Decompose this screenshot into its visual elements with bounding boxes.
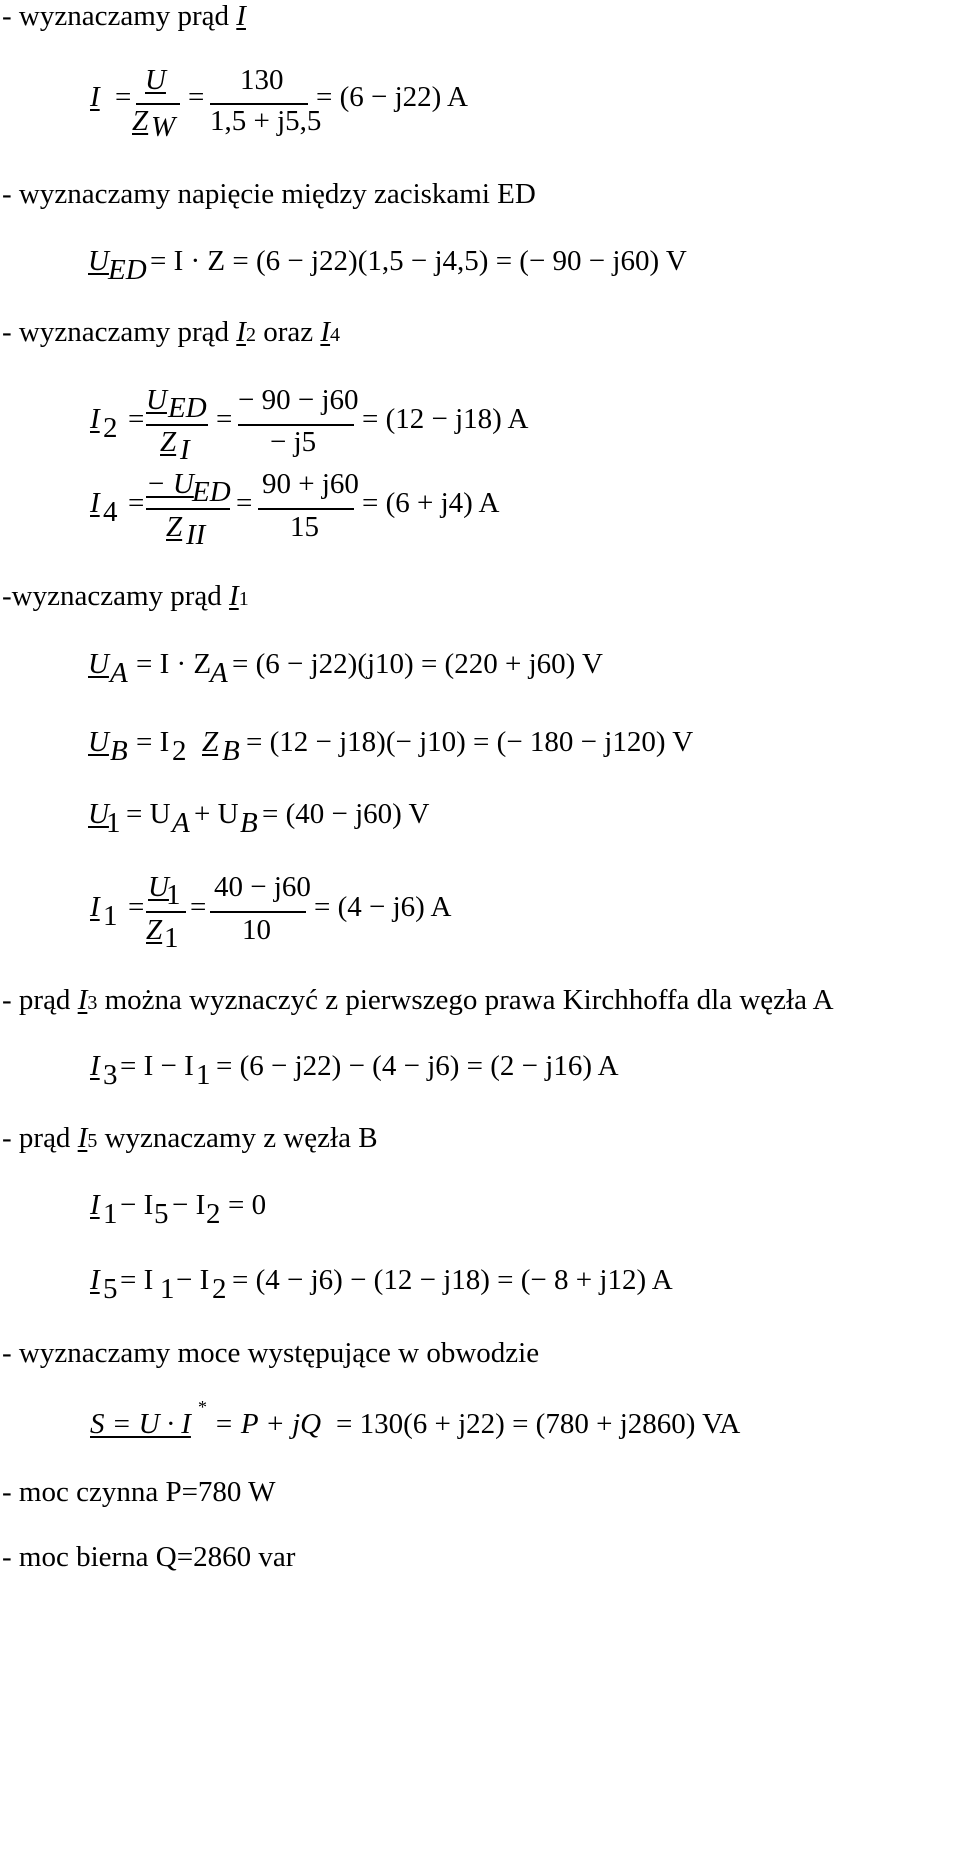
eq-numerator: U (148, 871, 169, 903)
section-heading (2, 1339, 539, 1368)
heading-subscript: 5 (87, 1130, 98, 1152)
eq-numerator: U (146, 384, 167, 416)
eq-rhs: = I (120, 1264, 154, 1296)
heading-text: -wyznaczamy prąd (2, 580, 230, 612)
heading-subscript: 1 (238, 588, 249, 610)
eq-result: = (12 − j18) A (362, 403, 529, 435)
eq-numerator: 90 + j60 (262, 468, 359, 500)
eq-denominator: Z (160, 426, 177, 458)
eq-rhs: = U (126, 798, 171, 830)
eq-sign: = (236, 487, 253, 519)
heading-text: - moc czynna P=780 W (2, 1476, 276, 1508)
eq-subscript: ED (192, 476, 231, 508)
eq-lhs: I (90, 487, 100, 519)
eq-result: = (6 − j22) − (4 − j6) = (2 − j16) A (216, 1050, 619, 1082)
eq-sign: = (115, 81, 132, 113)
eq-denominator: 10 (242, 914, 271, 946)
fraction-bar (146, 508, 230, 510)
heading-text: oraz (255, 316, 321, 348)
eq-subscript: B (110, 735, 128, 767)
eq-subscript: 4 (103, 496, 118, 528)
eq-rhs: − I (176, 1264, 210, 1296)
eq-rhs: − I (120, 1189, 154, 1221)
heading-subscript: 3 (87, 992, 98, 1014)
eq-rhs: = I (136, 726, 170, 758)
section-heading (2, 582, 249, 611)
eq-subscript: B (240, 807, 258, 839)
eq-rhs: + U (194, 798, 239, 830)
eq-numerator: − U (146, 468, 194, 500)
eq-subscript: 2 (212, 1273, 227, 1305)
eq-result: = (6 − j22) A (316, 81, 468, 113)
eq-numerator: U (145, 64, 166, 96)
eq-subscript: 3 (103, 1059, 118, 1091)
eq-sign: = (216, 403, 233, 435)
heading-text: - prąd (2, 1122, 78, 1154)
eq-subscript: 2 (103, 412, 118, 444)
eq-denominator: Z (166, 511, 183, 543)
eq-sign: = (188, 81, 205, 113)
eq-subscript: 1 (166, 879, 181, 911)
eq-lhs: U (88, 648, 109, 680)
eq-subscript: II (186, 519, 206, 551)
eq-rhs: = I · Z = (6 − j22)(1,5 − j4,5) = (− 90 − j60) V (150, 245, 687, 277)
section-heading (2, 1543, 295, 1572)
eq-lhs: U (88, 245, 109, 277)
eq-numerator: − 90 − j60 (238, 384, 359, 416)
eq-subscript: 1 (103, 900, 118, 932)
eq-result: = (4 − j6) A (314, 891, 452, 923)
eq-lhs: I (90, 81, 100, 113)
heading-text: - wyznaczamy moce występujące w obwodzie (2, 1337, 540, 1369)
eq-subscript: 2 (206, 1198, 221, 1230)
heading-variable: I (236, 0, 246, 32)
eq-sign: = (128, 403, 145, 435)
heading-variable: I (77, 1122, 88, 1154)
eq-denominator: 15 (290, 511, 319, 543)
eq-subscript: A (210, 657, 228, 689)
heading-variable: I (77, 984, 88, 1016)
eq-sign: = (128, 891, 145, 923)
eq-lhs: I (90, 891, 100, 923)
fraction-bar (146, 424, 208, 426)
section-heading (2, 986, 834, 1015)
eq-rhs: = P + jQ (214, 1408, 322, 1440)
section-heading (2, 2, 246, 31)
eq-rhs: = I · Z (136, 648, 212, 680)
section-heading (2, 318, 340, 347)
eq-lhs: I (90, 1050, 100, 1082)
eq-subscript: ED (108, 254, 147, 286)
heading-text: można wyznaczyć z pierwszego prawa Kirchhoffa dla węzła A (97, 984, 834, 1016)
eq-sign: = (190, 891, 207, 923)
heading-subscript: 4 (330, 324, 341, 346)
fraction-bar (210, 911, 306, 913)
eq-subscript: 1 (103, 1198, 118, 1230)
eq-subscript: 2 (172, 735, 187, 767)
eq-subscript: 5 (154, 1198, 169, 1230)
section-heading (2, 180, 536, 209)
eq-subscript: A (110, 657, 128, 689)
eq-lhs: I (90, 1264, 100, 1296)
eq-subscript: 1 (106, 807, 121, 839)
eq-lhs: I (90, 403, 100, 435)
heading-text: - moc bierna Q=2860 var (2, 1541, 296, 1573)
eq-subscript: B (222, 735, 240, 767)
eq-subscript: A (172, 807, 190, 839)
eq-result: = (40 − j60) V (262, 798, 430, 830)
heading-variable: I (320, 316, 331, 348)
eq-lhs: U (88, 726, 109, 758)
eq-subscript: 1 (160, 1273, 175, 1305)
heading-variable: I (236, 316, 246, 348)
eq-numerator: 130 (240, 64, 284, 96)
eq-rhs: − I (172, 1189, 206, 1221)
eq-denominator: Z (132, 105, 149, 137)
heading-text: - wyznaczamy prąd (2, 316, 237, 348)
fraction-bar (258, 508, 354, 510)
eq-rhs: = I − I (120, 1050, 194, 1082)
eq-lhs: U (88, 798, 109, 830)
heading-text: - prąd (2, 984, 78, 1016)
eq-result: = (4 − j6) − (12 − j18) = (− 8 + j12) A (232, 1264, 673, 1296)
heading-text: - wyznaczamy prąd (2, 0, 237, 32)
eq-subscript: 1 (164, 922, 179, 954)
eq-lhs: S = U · I (90, 1408, 191, 1440)
eq-subscript: 5 (103, 1273, 118, 1305)
eq-result: = 0 (228, 1189, 267, 1221)
eq-subscript: ED (168, 392, 207, 424)
heading-text: - wyznaczamy napięcie między zaciskami ED (2, 178, 536, 210)
eq-result: = (6 − j22)(j10) = (220 + j60) V (232, 648, 603, 680)
eq-result: = (12 − j18)(− j10) = (− 180 − j120) V (246, 726, 694, 758)
eq-sign: = (128, 487, 145, 519)
eq-result: = 130(6 + j22) = (780 + j2860) VA (336, 1408, 741, 1440)
eq-denominator: Z (146, 914, 163, 946)
heading-subscript: 2 (245, 324, 256, 346)
eq-subscript: I (180, 434, 190, 466)
eq-numerator: 40 − j60 (214, 871, 311, 903)
heading-text: wyznaczamy z węzła B (97, 1122, 378, 1154)
eq-subscript: W (151, 111, 176, 143)
heading-variable: I (229, 580, 239, 612)
eq-lhs: I (90, 1189, 100, 1221)
section-heading (2, 1124, 378, 1153)
section-heading (2, 1478, 276, 1507)
eq-denominator: 1,5 + j5,5 (210, 105, 322, 137)
eq-variable: Z (202, 726, 219, 758)
eq-result: = (6 + j4) A (362, 487, 500, 519)
eq-denominator: − j5 (270, 426, 317, 458)
eq-superscript: * (198, 1397, 207, 1417)
fraction-bar (146, 911, 186, 913)
eq-subscript: 1 (196, 1059, 211, 1091)
